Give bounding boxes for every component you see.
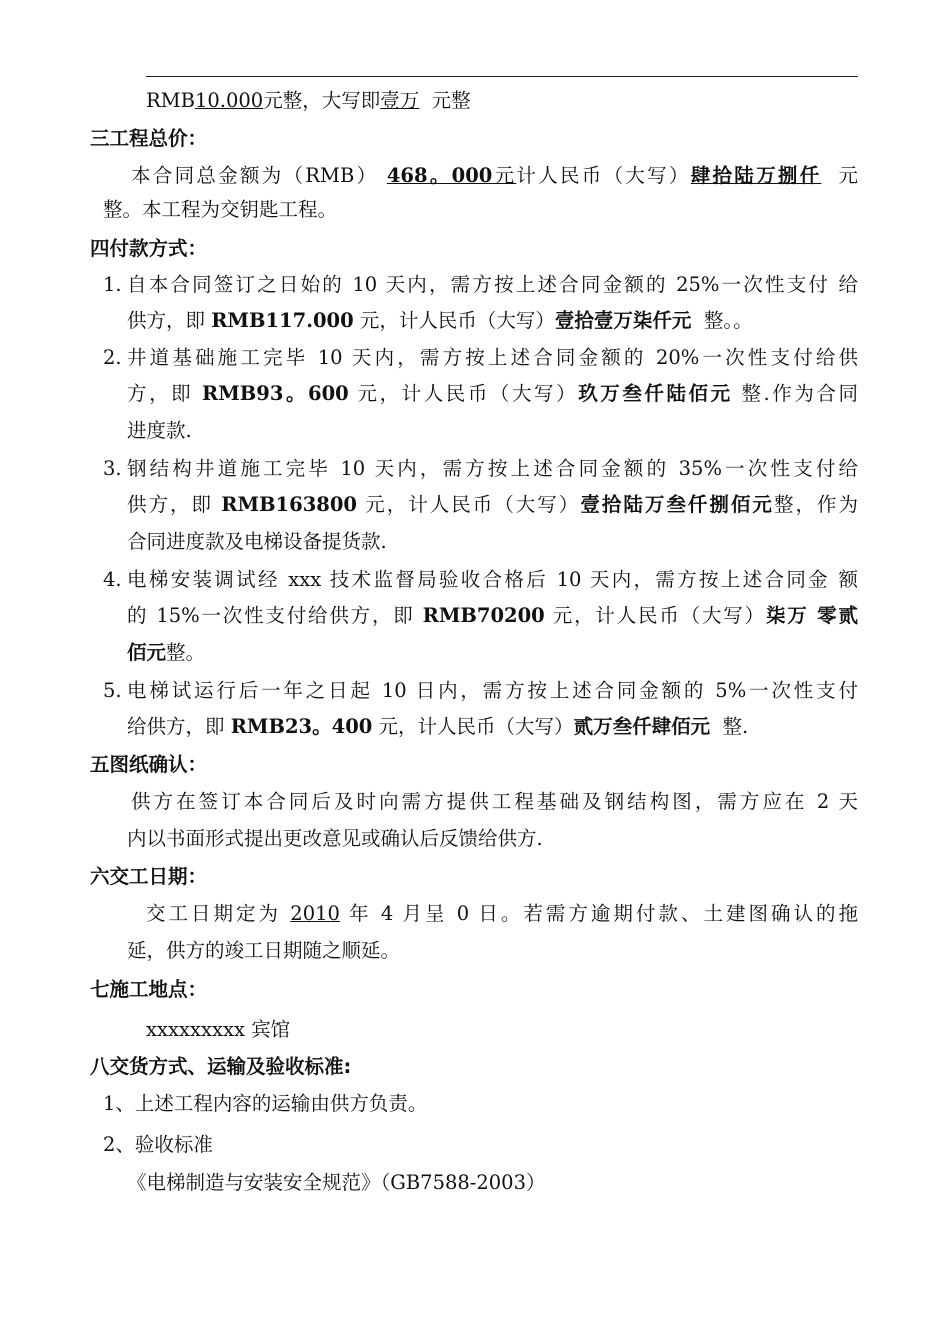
- pay-text: 方，即: [127, 382, 194, 405]
- heading-delivery-date: 六交工日期：: [90, 865, 208, 888]
- construction-site-value: xxxxxxxxx 宾馆: [146, 1018, 291, 1041]
- rmb-prefix: RMB: [146, 89, 195, 112]
- payment-3-line-3: 合同进度款及电梯设备提货款.: [127, 530, 387, 553]
- total-text-c: 元: [838, 164, 858, 187]
- pay-amount: RMB70200: [422, 604, 545, 627]
- pay-amount: RMB117.000: [211, 309, 354, 332]
- pay-capital: 佰元: [127, 641, 167, 664]
- total-capital: 肆拾陆万捌仟: [690, 164, 822, 187]
- amount-value: 10.000: [194, 89, 264, 112]
- pay-text: 整.: [722, 715, 749, 738]
- top-rule: [146, 76, 858, 77]
- amount-text: 元整，大写即: [263, 89, 381, 112]
- payment-item-number: 3.: [103, 457, 122, 480]
- sec2-amount-line: [146, 88, 471, 114]
- pay-capital: 玖万叁仟陆佰元: [578, 382, 733, 405]
- pay-text: 整.作为合同: [741, 382, 859, 405]
- delivery-date-line-2: 延，供方的竣工日期随之顺延。: [127, 939, 401, 962]
- payment-1-line-2: [127, 308, 753, 334]
- delivery-item-1: 1、上述工程内容的运输由供方负责。: [103, 1092, 428, 1115]
- pay-capital: 贰万叁仟肆佰元: [573, 715, 711, 738]
- payment-item-number: 5.: [103, 679, 122, 702]
- payment-4-line-1: 电梯安装调试经 xxx 技术监督局验收合格后 10 天内，需方按上述合同金 额: [127, 568, 858, 591]
- acceptance-standard: 《电梯制造与安装安全规范》（GB7588-2003）: [127, 1171, 546, 1194]
- pay-text: 元，计人民币（大写）: [359, 309, 555, 332]
- pay-text: 整。: [166, 641, 206, 664]
- drawing-line-2: 内以书面形式提出更改意见或确认后反馈给供方.: [127, 827, 543, 850]
- pay-text: 供方，即: [127, 309, 206, 332]
- payment-4-line-2: [127, 603, 858, 629]
- pay-text: 元，计人民币（大写）: [365, 493, 581, 516]
- pay-amount: RMB163800: [221, 493, 357, 516]
- heading-delivery-acceptance: 八交货方式、运输及验收标准:: [90, 1055, 352, 1078]
- payment-2-line-1: 井道基础施工完毕 10 天内，需方按上述合同金额的 20%一次性支付给供: [127, 346, 858, 369]
- total-price-line-2: 整。本工程为交钥匙工程。: [103, 198, 338, 221]
- heading-payment: 四付款方式：: [90, 237, 208, 260]
- delivery-date-line-1: [146, 901, 858, 927]
- total-text-a: 本合同总金额为（RMB）: [131, 164, 379, 187]
- total-text-b: 计人民币（大写）: [516, 164, 691, 187]
- total-price-line-1: [131, 163, 858, 189]
- payment-1-line-1: 自本合同签订之日始的 10 天内，需方按上述合同金额的 25%一次性支付 给: [127, 273, 858, 296]
- payment-2-line-2: [127, 381, 858, 407]
- payment-5-line-2: [127, 714, 748, 740]
- amount-end: 元整: [431, 89, 471, 112]
- delivery-item-2: 2、验收标准: [103, 1133, 213, 1156]
- amount-capital: 壹万: [380, 89, 420, 112]
- pay-capital: 柒万 零贰: [765, 604, 858, 627]
- pay-text: 元，计人民币（大写）: [357, 382, 579, 405]
- total-yuan: 元: [492, 164, 517, 187]
- date-text: 年 4 月呈 0 日。若需方逾期付款、土建图确认的拖: [349, 902, 859, 925]
- total-amount: 468。000: [386, 164, 493, 187]
- date-text: 交工日期定为: [146, 902, 282, 925]
- heading-construction-site: 七施工地点：: [90, 978, 208, 1001]
- payment-5-line-1: 电梯试运行后一年之日起 10 日内，需方按上述合同金额的 5%一次性支付: [127, 679, 858, 702]
- payment-4-line-3: [127, 640, 205, 666]
- payment-3-line-1: 钢结构井道施工完毕 10 天内，需方按上述合同金额的 35%一次性支付给: [127, 457, 858, 480]
- pay-capital: 壹拾壹万柒仟元: [554, 309, 692, 332]
- pay-text: 元，计人民币（大写）: [378, 715, 574, 738]
- heading-total-price: 三工程总价：: [90, 127, 208, 150]
- pay-text: 给供方，即: [127, 715, 225, 738]
- pay-text: 供方，即: [127, 493, 214, 516]
- pay-amount: RMB23。400: [230, 715, 373, 738]
- payment-2-line-3: 进度款.: [127, 419, 192, 442]
- pay-text: 整。。: [703, 309, 753, 332]
- payment-item-number: 4.: [103, 568, 122, 591]
- pay-text: 的 15%一次性支付给供方，即: [127, 604, 415, 627]
- payment-3-line-2: [127, 492, 858, 518]
- pay-capital: 壹拾陆万叁仟捌佰元: [580, 493, 774, 516]
- heading-drawing-confirm: 五图纸确认：: [90, 753, 208, 776]
- payment-item-number: 1.: [103, 273, 122, 296]
- pay-text: 元，计人民币（大写）: [552, 604, 766, 627]
- date-year: 2010: [290, 902, 340, 925]
- pay-text: 整，作为: [773, 493, 858, 516]
- payment-item-number: 2.: [103, 346, 122, 369]
- drawing-line-1: 供方在签订本合同后及时向需方提供工程基础及钢结构图，需方应在 2 天: [131, 790, 858, 813]
- pay-amount: RMB93。600: [201, 382, 349, 405]
